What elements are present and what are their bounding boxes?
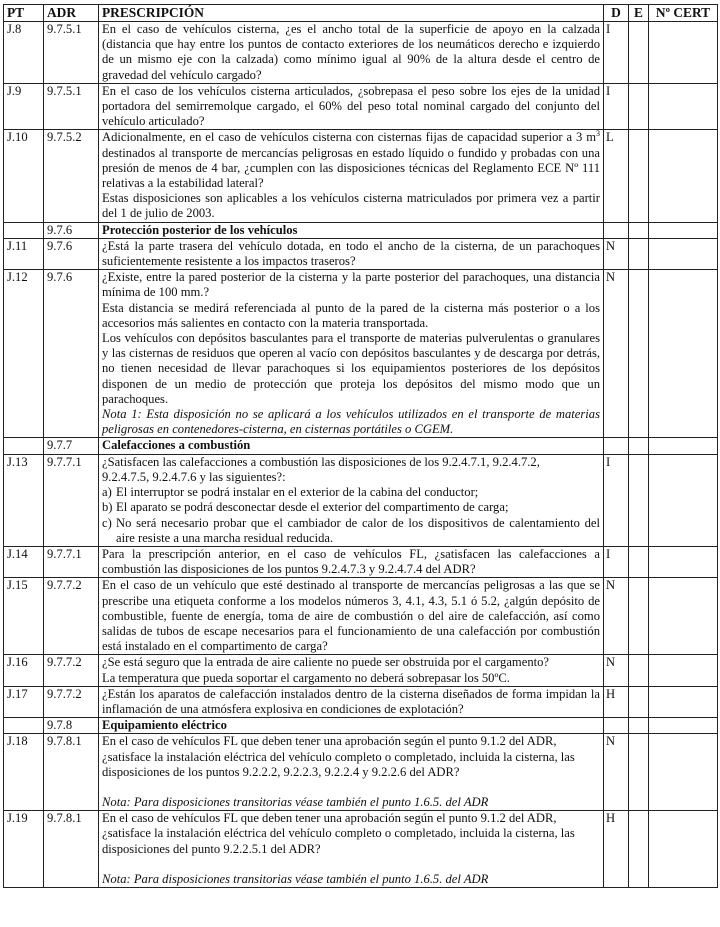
prescription-cell: En el caso de un vehículo que esté destinado al transporte de mercancías peligrosas a las que se prescribe una etiqueta conforme a los modelos números 3, 4.1, 4.3, 5.1 ó 5.2, ¿algún depósito de combustible, fuente de energía, toma de aire de combustión o del aire de calefacción, así como salidas de tubos de escape necesarios para el funcionamiento de una calefacción por combustión está instalado en el compartimento de carga? <box>99 578 604 655</box>
d-cell <box>604 438 629 454</box>
e-cell <box>629 438 649 454</box>
spacer <box>102 857 600 872</box>
cert-cell <box>649 22 718 84</box>
prescription-cell: En el caso de los vehículos cisterna articulados, ¿sobrepasa el peso sobre los ejes de la unidad portadora del semirremolque cargado, el 60% del peso total nominal cargado del conjunto del vehículo articulado? <box>99 83 604 130</box>
e-cell <box>629 222 649 238</box>
table-row <box>4 83 718 130</box>
section-row <box>4 438 718 454</box>
prescription-cell <box>99 811 604 888</box>
d-cell: N <box>604 734 629 811</box>
e-cell <box>629 83 649 130</box>
adr-cell: 9.7.7.2 <box>44 578 99 655</box>
paragraph: Los vehículos con depósitos basculantes para el transporte de materias pulverulentas o granulares y las cisternas de residuos que operen al vacío con depósitos basculantes y de descarga por detrás, no tienen necesidad de llevar parachoques si los equipamientos posteriores de los depósitos disponen de un medio de protección que proteja los depósitos del mismo modo que un parachoques. <box>102 331 600 406</box>
section-row <box>4 222 718 238</box>
section-title: Equipamiento eléctrico <box>99 718 604 734</box>
list-marker: c) <box>102 515 112 530</box>
d-cell: L <box>604 130 629 222</box>
d-cell: H <box>604 686 629 717</box>
adr-cell: 9.7.7.2 <box>44 655 99 686</box>
adr-cell: 9.7.5.1 <box>44 22 99 84</box>
cert-cell <box>649 655 718 686</box>
table-row <box>4 734 718 811</box>
e-cell <box>629 22 649 84</box>
adr-cell: 9.7.5.2 <box>44 130 99 222</box>
pt-cell: J.12 <box>4 270 44 438</box>
e-cell <box>629 734 649 811</box>
col-header-adr: ADR <box>44 5 99 22</box>
paragraph: En el caso de vehículos FL que deben tener una aprobación según el punto 9.1.2 del ADR, ¿satisface la instalación eléctrica del vehículo completo o completado, incluida la cisterna, las disposiciones de los puntos 9.2.2.2, 9.2.2.3, 9.2.2.4 y 9.2.2.6 del ADR? <box>102 734 575 779</box>
e-cell <box>629 130 649 222</box>
paragraph: Esta distancia se medirá referenciada al punto de la pared de la cisterna más posterior o a los accesorios más salientes en contacto con la materia transportada. <box>102 300 600 330</box>
pt-cell <box>4 222 44 238</box>
cert-cell <box>649 83 718 130</box>
table-row <box>4 811 718 888</box>
table-row <box>4 546 718 577</box>
adr-cell: 9.7.7.1 <box>44 454 99 546</box>
d-cell <box>604 222 629 238</box>
pt-cell: J.16 <box>4 655 44 686</box>
cert-cell <box>649 811 718 888</box>
pt-cell: J.14 <box>4 546 44 577</box>
section-title: Protección posterior de los vehículos <box>99 222 604 238</box>
pt-cell: J.15 <box>4 578 44 655</box>
table-row <box>4 578 718 655</box>
d-cell: H <box>604 811 629 888</box>
cert-cell <box>649 222 718 238</box>
d-cell: I <box>604 83 629 130</box>
adr-cell: 9.7.8.1 <box>44 734 99 811</box>
col-header-d: D <box>604 5 629 22</box>
e-cell <box>629 811 649 888</box>
prescription-cell <box>99 734 604 811</box>
table-row <box>4 270 718 438</box>
paragraph: ¿Satisfacen las calefacciones a combustión las disposiciones de los 9.2.4.7.1, 9.2.4.7.2, 9.2.4.7.5, 9.2.4.7.6 y las siguientes?: <box>102 454 540 484</box>
paragraph: ¿Se está seguro que la entrada de aire caliente no puede ser obstruida por el cargamento? <box>102 655 549 670</box>
table-row <box>4 130 718 222</box>
d-cell <box>604 718 629 734</box>
text-run: Adicionalmente, en el caso de vehículos cisterna con cisternas fijas de capacidad superior a 3 m <box>102 130 596 145</box>
e-cell <box>629 718 649 734</box>
col-header-pt: PT <box>4 5 44 22</box>
prescription-cell: ¿Están los aparatos de calefacción instalados dentro de la cisterna diseñados de forma impidan la inflamación de una atmósfera explosiva en condiciones de explotación? <box>99 686 604 717</box>
cert-cell <box>649 546 718 577</box>
adr-cell: 9.7.7.2 <box>44 686 99 717</box>
e-cell <box>629 578 649 655</box>
note-text: Nota: Para disposiciones transitorias véase también el punto 1.6.5. del ADR <box>102 871 489 886</box>
section-title: Calefacciones a combustión <box>99 438 604 454</box>
table-row <box>4 22 718 84</box>
adr-cell: 9.7.8 <box>44 718 99 734</box>
cert-cell <box>649 718 718 734</box>
e-cell <box>629 686 649 717</box>
pt-cell: J.18 <box>4 734 44 811</box>
col-header-e: E <box>629 5 649 22</box>
inspection-table <box>3 4 718 888</box>
superscript: 3 <box>596 129 600 139</box>
cert-cell <box>649 270 718 438</box>
list-item <box>102 516 600 546</box>
paragraph: La temperatura que pueda soportar el cargamento no deberá sobrepasar los 50ºC. <box>102 670 510 685</box>
adr-cell: 9.7.6 <box>44 270 99 438</box>
paragraph: En el caso de vehículos FL que deben tener una aprobación según el punto 9.1.2 del ADR, ¿satisface la instalación eléctrica del vehículo completo o completado, incluida la cisterna, las disposiciones del punto 9.2.2.5.1 del ADR? <box>102 811 575 856</box>
paragraph: Estas disposiciones son aplicables a los vehículos cisterna matriculados por primera vez a partir del 1 de julio de 2003. <box>102 191 600 221</box>
list-marker: a) <box>102 485 112 500</box>
list-item <box>102 485 600 500</box>
pt-cell: J.11 <box>4 238 44 269</box>
pt-cell: J.19 <box>4 811 44 888</box>
cert-cell <box>649 238 718 269</box>
adr-cell: 9.7.6 <box>44 238 99 269</box>
cert-cell <box>649 438 718 454</box>
e-cell <box>629 270 649 438</box>
table-row <box>4 686 718 717</box>
table-row <box>4 238 718 269</box>
table-row <box>4 454 718 546</box>
d-cell: N <box>604 270 629 438</box>
cert-cell <box>649 734 718 811</box>
pt-cell: J.17 <box>4 686 44 717</box>
cert-cell <box>649 130 718 222</box>
pt-cell <box>4 718 44 734</box>
prescription-cell <box>99 270 604 438</box>
pt-cell: J.8 <box>4 22 44 84</box>
text-run: destinados al transporte de mercancías peligrosas en estado líquido o fundido y probadas con una presión de menos de 4 bar, ¿cumplen con las disposiciones técnicas del Reglamento ECE Nº 111 relativas a la estabilidad lateral? <box>102 145 600 191</box>
d-cell: I <box>604 22 629 84</box>
e-cell <box>629 655 649 686</box>
pt-cell: J.13 <box>4 454 44 546</box>
spacer <box>102 780 600 795</box>
d-cell: N <box>604 655 629 686</box>
adr-cell: 9.7.6 <box>44 222 99 238</box>
adr-cell: 9.7.8.1 <box>44 811 99 888</box>
d-cell: I <box>604 454 629 546</box>
prescription-cell: En el caso de vehículos cisterna, ¿es el ancho total de la superficie de apoyo en la calzada (distancia que hay entre los puntos de contacto exteriores de los neumáticos derecho e izquierdo de un mismo eje con la calzada) como mínimo igual al 90% de la altura desde el centro de gravedad del vehículo cargado? <box>99 22 604 84</box>
section-row <box>4 718 718 734</box>
d-cell: N <box>604 578 629 655</box>
note-text: Nota 1: Esta disposición no se aplicará a los vehículos utilizados en el transporte de materias peligrosas en contenedores-cisterna, en cisternas portátiles o CGEM. <box>102 407 600 437</box>
cert-cell <box>649 454 718 546</box>
prescription-cell: ¿Está la parte trasera del vehículo dotada, en todo el ancho de la cisterna, de un parachoques suficientemente resistente a los impactos traseros? <box>99 238 604 269</box>
cert-cell <box>649 686 718 717</box>
paragraph <box>102 130 600 191</box>
pt-cell: J.9 <box>4 83 44 130</box>
d-cell: N <box>604 238 629 269</box>
list-text: El aparato se podrá desconectar desde el exterior del compartimento de carga; <box>116 500 509 515</box>
list-text: No será necesario probar que el cambiador de calor de los dispositivos de calentamiento del aire resiste a una marcha residual reducida. <box>116 515 600 545</box>
prescription-cell <box>99 655 604 686</box>
prescription-cell <box>99 454 604 546</box>
list-marker: b) <box>102 500 113 515</box>
note-text: Nota: Para disposiciones transitorias véase también el punto 1.6.5. del ADR <box>102 794 489 809</box>
paragraph: ¿Existe, entre la pared posterior de la cisterna y la parte posterior del parachoques, una distancia mínima de 100 mm.? <box>102 270 600 300</box>
list-item <box>102 500 600 515</box>
cert-cell <box>649 578 718 655</box>
e-cell <box>629 454 649 546</box>
d-cell: I <box>604 546 629 577</box>
table-header-row <box>4 5 718 22</box>
list-text: El interruptor se podrá instalar en el exterior de la cabina del conductor; <box>116 485 479 500</box>
prescription-cell: Para la prescripción anterior, en el caso de vehículos FL, ¿satisfacen las calefacciones a combustión las disposiciones de los puntos 9.2.4.7.3 y 9.2.4.7.4 del ADR? <box>99 546 604 577</box>
col-header-cert: Nº CERT <box>649 5 718 22</box>
adr-cell: 9.7.5.1 <box>44 83 99 130</box>
col-header-prescripcion: PRESCRIPCIÓN <box>99 5 604 22</box>
e-cell <box>629 546 649 577</box>
pt-cell: J.10 <box>4 130 44 222</box>
adr-cell: 9.7.7.1 <box>44 546 99 577</box>
adr-cell: 9.7.7 <box>44 438 99 454</box>
pt-cell <box>4 438 44 454</box>
prescription-cell <box>99 130 604 222</box>
e-cell <box>629 238 649 269</box>
table-row <box>4 655 718 686</box>
